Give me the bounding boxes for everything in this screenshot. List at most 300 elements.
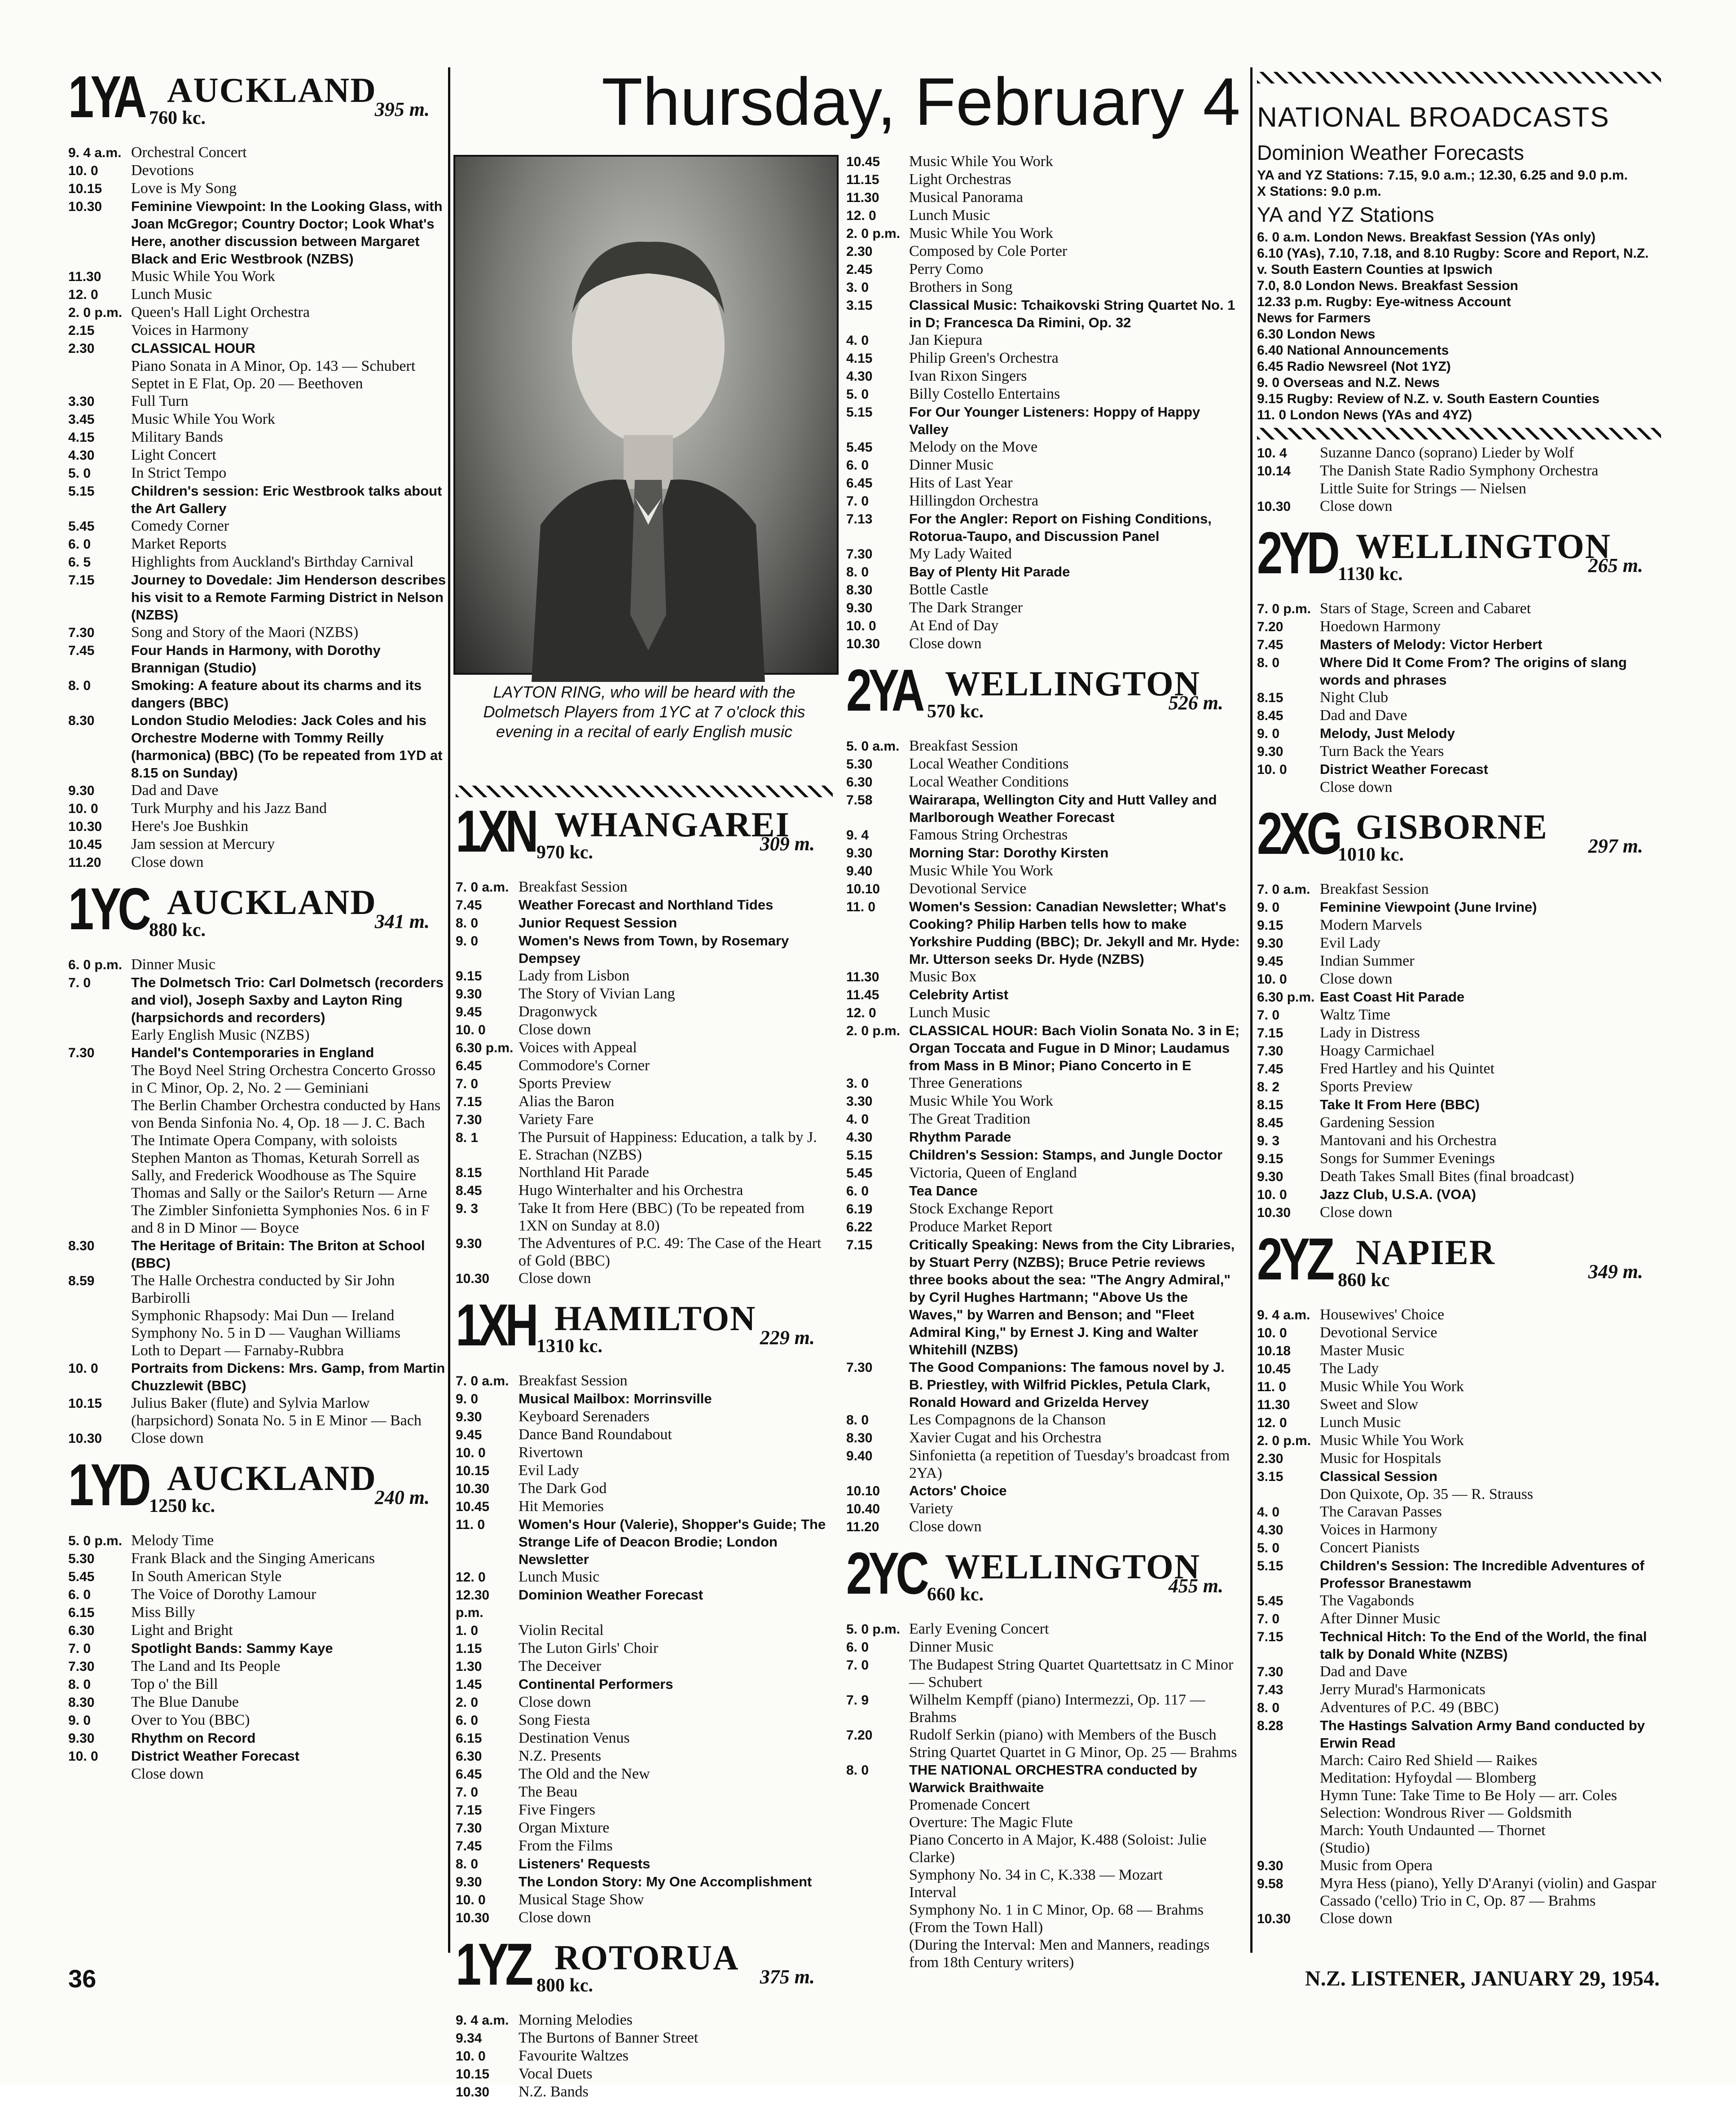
program-row [68,1307,448,1324]
program-time: 11.30 [846,190,879,205]
program-title: Melody, Just Melody [1320,725,1455,741]
program-time: 7.30 [68,1046,95,1060]
program-time: 4.30 [846,1130,873,1145]
program-row [1257,636,1661,654]
program-row [846,1164,1241,1182]
program-row [846,367,1241,385]
program-row [1257,898,1661,916]
program-list [1257,600,1661,796]
program-title: Voices with Appeal [519,1039,637,1056]
national-broadcasts-title: NATIONAL BROADCASTS [1257,102,1610,133]
program-time: 9.30 [456,987,482,1002]
program-row [456,1765,833,1783]
program-time: 7.30 [1257,1044,1283,1059]
station-call-sign: 2YA [846,657,922,723]
program-title: Close down [909,635,982,652]
station-city: WELLINGTON [1356,527,1612,566]
program-row [1257,1186,1661,1204]
program-time: 7.15 [1257,1630,1283,1644]
program-row [456,1891,833,1909]
program-title: Lady from Lisbon [519,967,630,984]
program-title: Melody Time [131,1532,214,1549]
program-row [846,880,1241,898]
program-row [846,635,1241,653]
program-time: 5.45 [846,440,873,455]
program-title: CLASSICAL HOUR [131,340,255,356]
program-row [68,162,448,180]
program-row [846,1866,1241,1884]
program-title: Stock Exchange Report [909,1200,1054,1217]
program-title: Full Turn [131,393,189,409]
program-time: 9. 0 [456,934,479,949]
program-row [846,1761,1241,1796]
program-row [846,1656,1241,1691]
program-title: Close down [1320,779,1393,795]
program-title: Morning Melodies [519,2012,633,2028]
program-title: Bottle Castle [909,581,989,598]
program-row [1257,462,1661,480]
program-row [1257,1114,1661,1132]
program-row [1257,1360,1661,1378]
program-time: 7.13 [846,512,873,527]
national-broadcasts-box [1257,101,1661,423]
program-time: 5. 0 a.m. [846,739,900,754]
program-title: Rhythm on Record [131,1730,256,1746]
program-row [1257,1503,1661,1521]
program-time: 4. 0 [846,333,869,348]
program-title: Philip Green's Orchestra [909,350,1059,366]
program-title: Vocal Duets [519,2065,593,2082]
national-line: News for Farmers [1257,311,1371,325]
station-wavelength: 297 m. [1588,835,1643,857]
program-title: Victoria, Queen of England [909,1164,1077,1181]
program-time: 7.30 [846,547,873,562]
program-row [1257,1822,1661,1839]
program-title: Close down [1320,1910,1393,1927]
program-time: 9. 4 a.m. [1257,1308,1310,1323]
program-title: March: Cairo Red Shield — Raikes [1320,1752,1538,1769]
program-row [456,1873,833,1891]
program-row [846,1884,1241,1901]
program-title: Promenade Concert [909,1797,1030,1813]
program-time: 10.45 [1257,1362,1291,1376]
program-row [456,1164,833,1182]
program-time: 7.43 [1257,1683,1283,1697]
program-time: 7.30 [1257,1665,1283,1679]
program-time: 7.20 [846,1728,873,1743]
program-title: Lady in Distress [1320,1024,1420,1041]
program-row [68,1621,448,1639]
program-row [846,1092,1241,1110]
program-time: 8. 0 [846,1413,869,1428]
program-row [846,1004,1241,1022]
program-title: Close down [1320,498,1393,514]
program-row [68,535,448,553]
program-row [846,737,1241,755]
program-row [1257,1432,1661,1450]
program-title: Breakfast Session [519,1372,628,1389]
program-title: Housewives' Choice [1320,1306,1445,1323]
program-title: Four Hands in Harmony, with Dorothy Brannigan (Studio) [131,642,381,676]
station-city: AUCKLAND [167,1459,377,1498]
program-title: Children's Session: The Incredible Adventures of Professor Branestawm [1320,1558,1644,1591]
program-time: 11. 0 [846,900,876,914]
program-time: 10.45 [68,837,102,852]
program-title: Listeners' Requests [519,1856,650,1872]
program-row [68,1394,448,1429]
station-frequency: 1310 kc. [536,1336,602,1357]
column-left [68,64,448,1791]
program-time: 7.15 [846,1238,873,1252]
program-time: 9. 4 a.m. [68,145,122,160]
program-title: The Boyd Neel String Orchestra Concerto Grosso in C Minor, Op. 2, No. 2 — Geminiani [131,1062,435,1096]
program-row [68,712,448,782]
program-title: In Strict Tempo [131,465,227,481]
program-row [1257,1681,1661,1699]
station-frequency: 1010 kc. [1338,844,1404,865]
program-row [68,817,448,835]
program-row [456,1729,833,1747]
program-title: Sports Preview [519,1075,611,1092]
program-row [68,1604,448,1621]
program-list [68,144,448,871]
program-time: 6.19 [846,1202,873,1217]
program-time: 8.30 [68,1239,95,1253]
station-call-sign: 1XH [456,1292,535,1358]
program-time: 10.30 [1257,1911,1291,1926]
magazine-footer: N.Z. LISTENER, JANUARY 29, 1954. [1305,1967,1660,1990]
program-row [846,456,1241,474]
program-row [846,1074,1241,1092]
program-row [1257,1752,1661,1769]
program-time: 6. 0 [846,458,869,473]
program-title: Septet in E Flat, Op. 20 — Beethoven [131,375,363,392]
program-title: Hits of Last Year [909,475,1013,491]
program-title: Hit Memories [519,1498,604,1515]
program-time: 10.45 [456,1499,490,1514]
program-time: 7. 0 a.m. [1257,882,1310,897]
program-title: The Caravan Passes [1320,1503,1442,1520]
station-wavelength: 240 m. [374,1486,430,1508]
program-time: 9.30 [1257,936,1283,951]
program-title: The Dolmetsch Trio: Carl Dolmetsch (recorders and viol), Joseph Saxby and Layton Ring (harpsichords and recorders) [131,975,444,1025]
program-row [68,1132,448,1184]
program-title: Symphony No. 1 in C Minor, Op. 68 — Brahms [909,1902,1204,1918]
program-time: 8. 0 [456,916,479,931]
program-time: 6.30 [456,1749,482,1764]
program-row [1257,1628,1661,1663]
program-time: 3.15 [1257,1469,1283,1484]
national-line: 6.10 (YAs), 7.10, 7.18, and 8.10 Rugby: Score and Report, N.Z. v. South Eastern Counties at Ipswich [1257,246,1649,277]
program-time: 10.40 [846,1502,880,1516]
program-title: Symphonic Rhapsody: Mai Dun — Ireland [131,1307,395,1324]
program-time: 9. 0 [456,1392,479,1406]
program-row [456,1909,833,1927]
program-row [846,1620,1241,1638]
program-time: 7. 9 [846,1693,869,1708]
program-row [1257,1468,1661,1485]
program-row [68,1062,448,1097]
station-frequency: 1130 kc. [1338,564,1403,584]
program-title: The Heritage of Britain: The Briton at School (BBC) [131,1238,425,1271]
program-row [456,1801,833,1819]
program-title: Close down [131,854,204,870]
program-title: The Pursuit of Happiness: Education, a talk by J. E. Strachan (NZBS) [519,1129,817,1163]
program-row [846,1358,1241,1411]
program-title: For the Angler: Report on Fishing Conditions, Rotorua-Taupo, and Discussion Panel [909,511,1212,544]
program-time: 3.30 [68,394,95,409]
program-title: The Vagabonds [1320,1592,1414,1609]
program-title: After Dinner Music [1320,1610,1441,1627]
program-time: 10. 0 [456,1446,486,1460]
program-row [846,1128,1241,1146]
program-time: 8.45 [456,1183,482,1198]
program-title: Musical Mailbox: Morrinsville [519,1391,712,1406]
program-title: Jerry Murad's Harmonicats [1320,1681,1485,1698]
program-title: Dominion Weather Forecast [519,1587,703,1603]
program-time: 5.45 [846,1166,873,1181]
program-time: 10.10 [846,1484,880,1498]
program-row [68,956,448,974]
station-frequency: 570 kc. [927,701,984,722]
program-row [1257,1857,1661,1875]
program-title: Technical Hitch: To the End of the World, the final talk by Donald White (NZBS) [1320,1629,1647,1662]
program-row [456,1129,833,1164]
program-time: 10.14 [1257,464,1291,479]
program-row [846,1691,1241,1726]
program-time: 9.58 [1257,1876,1283,1891]
program-title: Comedy Corner [131,518,229,534]
program-title: The Adventures of P.C. 49: The Case of the Heart of Gold (BBC) [519,1235,822,1269]
program-row [846,207,1241,224]
program-row [456,1855,833,1873]
program-row [68,1342,448,1359]
program-time: 6.45 [456,1767,482,1782]
program-title: Queen's Hall Light Orchestra [131,304,310,321]
program-row [1257,1324,1661,1342]
program-time: 4.30 [1257,1523,1283,1538]
program-row [456,1235,833,1270]
program-time: 6. 0 [68,1587,91,1602]
program-row [1257,988,1661,1006]
program-title: Close down [909,1518,982,1535]
program-title: Thomas and Sally or the Sailor's Return — Arne [131,1185,427,1201]
program-row [1257,1150,1661,1168]
program-row [68,446,448,464]
program-title: Evil Lady [1320,935,1381,951]
program-row [846,1638,1241,1656]
program-list [456,1372,833,1927]
program-time: 10.30 [68,199,102,214]
program-time: 10. 4 [1257,446,1287,461]
program-title: Piano Sonata in A Minor, Op. 143 — Schubert [131,358,416,374]
program-row [846,242,1241,260]
program-title: Interval [909,1884,957,1901]
program-title: In South American Style [131,1568,282,1585]
program-time: 7.30 [68,1659,95,1674]
program-time: 8. 2 [1257,1080,1280,1094]
program-row [1257,1699,1661,1717]
program-row [68,1765,448,1783]
program-title: Hillingdon Orchestra [909,492,1038,509]
program-title: Hymn Tune: Take Time to Be Holy — arr. Coles [1320,1787,1617,1804]
program-time: 7. 0 [68,1641,91,1656]
program-row [68,1568,448,1586]
program-row [456,1837,833,1855]
program-title: Musical Panorama [909,189,1023,206]
program-time: 7.30 [68,625,95,640]
program-row [846,581,1241,599]
program-title: The Story of Vivian Lang [519,985,675,1002]
program-title: The Lady [1320,1360,1379,1377]
program-title: CLASSICAL HOUR: Bach Violin Sonata No. 3 in E; Organ Toccata and Fugue in D Minor; Laudamus from Mass in B Minor; Piano Concerto in E [909,1023,1240,1073]
program-row [68,800,448,817]
program-title: Commodore's Corner [519,1057,650,1074]
program-time: 8. 0 [846,1763,869,1778]
program-time: 5.45 [68,1569,95,1584]
program-title: Lunch Music [1320,1414,1401,1431]
program-time: 11.30 [1257,1397,1290,1412]
program-row [68,835,448,853]
program-title: Death Takes Small Bites (final broadcast) [1320,1168,1574,1185]
program-title: Organ Mixture [519,1819,610,1836]
program-row [1257,654,1661,689]
program-title: Three Generations [909,1075,1023,1091]
program-list [1257,1306,1661,1928]
program-title: The Dark Stranger [909,599,1023,616]
program-time: 8. 0 [68,678,91,693]
page-date-title: Thursday, February 4 [602,64,1240,139]
program-title: Turn Back the Years [1320,743,1444,760]
program-title: Songs for Summer Evenings [1320,1150,1495,1167]
program-time: 11.20 [846,1520,879,1534]
program-time: 4. 0 [1257,1505,1280,1520]
program-time: 9.15 [456,969,482,984]
program-title: Piano Concerto in A Major, K.488 (Soloist: Julie Clarke) [909,1832,1207,1866]
program-time: 5.30 [68,1551,95,1566]
program-time: 10. 0 [456,1893,486,1907]
program-time: 10.18 [1257,1344,1291,1358]
program-title: Sinfonietta (a repetition of Tuesday's broadcast from 2YA) [909,1447,1230,1481]
program-time: 9.40 [846,1449,873,1463]
program-title: (Studio) [1320,1840,1370,1856]
program-row [1257,1378,1661,1396]
program-title: Miss Billy [131,1604,195,1621]
program-row [846,599,1241,617]
program-title: Feminine Viewpoint: In the Looking Glass, with Joan McGregor; Country Doctor; Look What's Here, another discussion between Margaret Black and Eric Westbrook (NZBS) [131,198,443,267]
program-title: The Danish State Radio Symphony Orchestra [1320,462,1599,479]
program-title: Fred Hartley and his Quintet [1320,1060,1495,1077]
program-row [846,1500,1241,1518]
program-row [68,428,448,446]
program-time: 6.30 p.m. [1257,990,1315,1005]
program-time: 3.45 [68,412,95,427]
program-title: Melody on the Move [909,439,1038,455]
program-time: 10.30 [1257,499,1291,514]
program-row [456,1021,833,1039]
program-time: 11.20 [68,855,101,870]
program-row [68,1429,448,1447]
program-time: 9.40 [846,864,873,879]
program-time: 7.45 [68,643,95,658]
program-time: 10.10 [846,882,880,896]
program-time: 7.30 [846,1360,873,1375]
program-title: Light Concert [131,447,216,463]
program-time: 1.15 [456,1641,482,1656]
program-row [456,1747,833,1765]
program-time: 4. 0 [846,1112,869,1127]
program-row [456,985,833,1003]
program-row [1257,1132,1661,1150]
program-time: 8.59 [68,1274,95,1288]
program-title: Sweet and Slow [1320,1396,1419,1413]
program-row [846,968,1241,986]
program-row [846,1482,1241,1500]
program-row [846,1518,1241,1536]
station-frequency: 860 kc [1338,1270,1390,1291]
program-row [456,878,833,896]
decorative-rule [1257,428,1661,439]
program-row [1257,1006,1661,1024]
program-row [456,967,833,985]
program-title: Wairarapa, Wellington City and Hutt Valley and Marlborough Weather Forecast [909,792,1217,825]
column-right [1257,67,1661,1936]
program-row [846,1200,1241,1218]
program-title: Song Fiesta [519,1712,590,1728]
program-row [456,1426,833,1444]
national-line: 6.45 Radio Newsreel (Not 1YZ) [1257,359,1451,374]
program-title: Lunch Music [131,286,212,303]
program-title: Dad and Dave [1320,707,1407,724]
national-line: 6.30 London News [1257,327,1376,342]
station-frequency: 1250 kc. [149,1496,215,1516]
program-row [846,1110,1241,1128]
program-row [68,464,448,482]
program-row [68,782,448,800]
program-row [846,1429,1241,1447]
program-time: 2.30 [1257,1451,1283,1466]
program-row [846,1218,1241,1236]
program-row [456,914,833,932]
program-title: Rhythm Parade [909,1129,1011,1145]
program-row [1257,1557,1661,1592]
program-title: Continental Performers [519,1676,673,1692]
program-time: 7. 0 a.m. [456,1374,509,1388]
station-call-sign: 2YD [1257,520,1336,586]
program-time: 2.15 [68,323,95,338]
program-time: 2.45 [846,262,873,277]
program-row [1257,1592,1661,1610]
program-time: 7.15 [1257,1026,1283,1041]
program-title: Gardening Session [1320,1114,1435,1131]
program-title: Adventures of P.C. 49 (BBC) [1320,1699,1499,1716]
program-time: 9.30 [846,601,873,615]
program-row [846,1022,1241,1074]
program-time: 2.30 [68,341,95,356]
program-row [456,1039,833,1057]
program-time: 9. 0 [68,1713,91,1728]
program-row [1257,689,1661,707]
program-row [846,844,1241,862]
program-title: Classical Session [1320,1468,1437,1484]
program-row [846,1236,1241,1358]
station-wavelength: 341 m. [374,910,430,932]
program-row [68,1711,448,1729]
program-title: Ivan Rixon Singers [909,368,1027,384]
program-time: 8. 0 [456,1857,479,1872]
program-row [846,1831,1241,1866]
program-time: 7.15 [68,573,95,588]
